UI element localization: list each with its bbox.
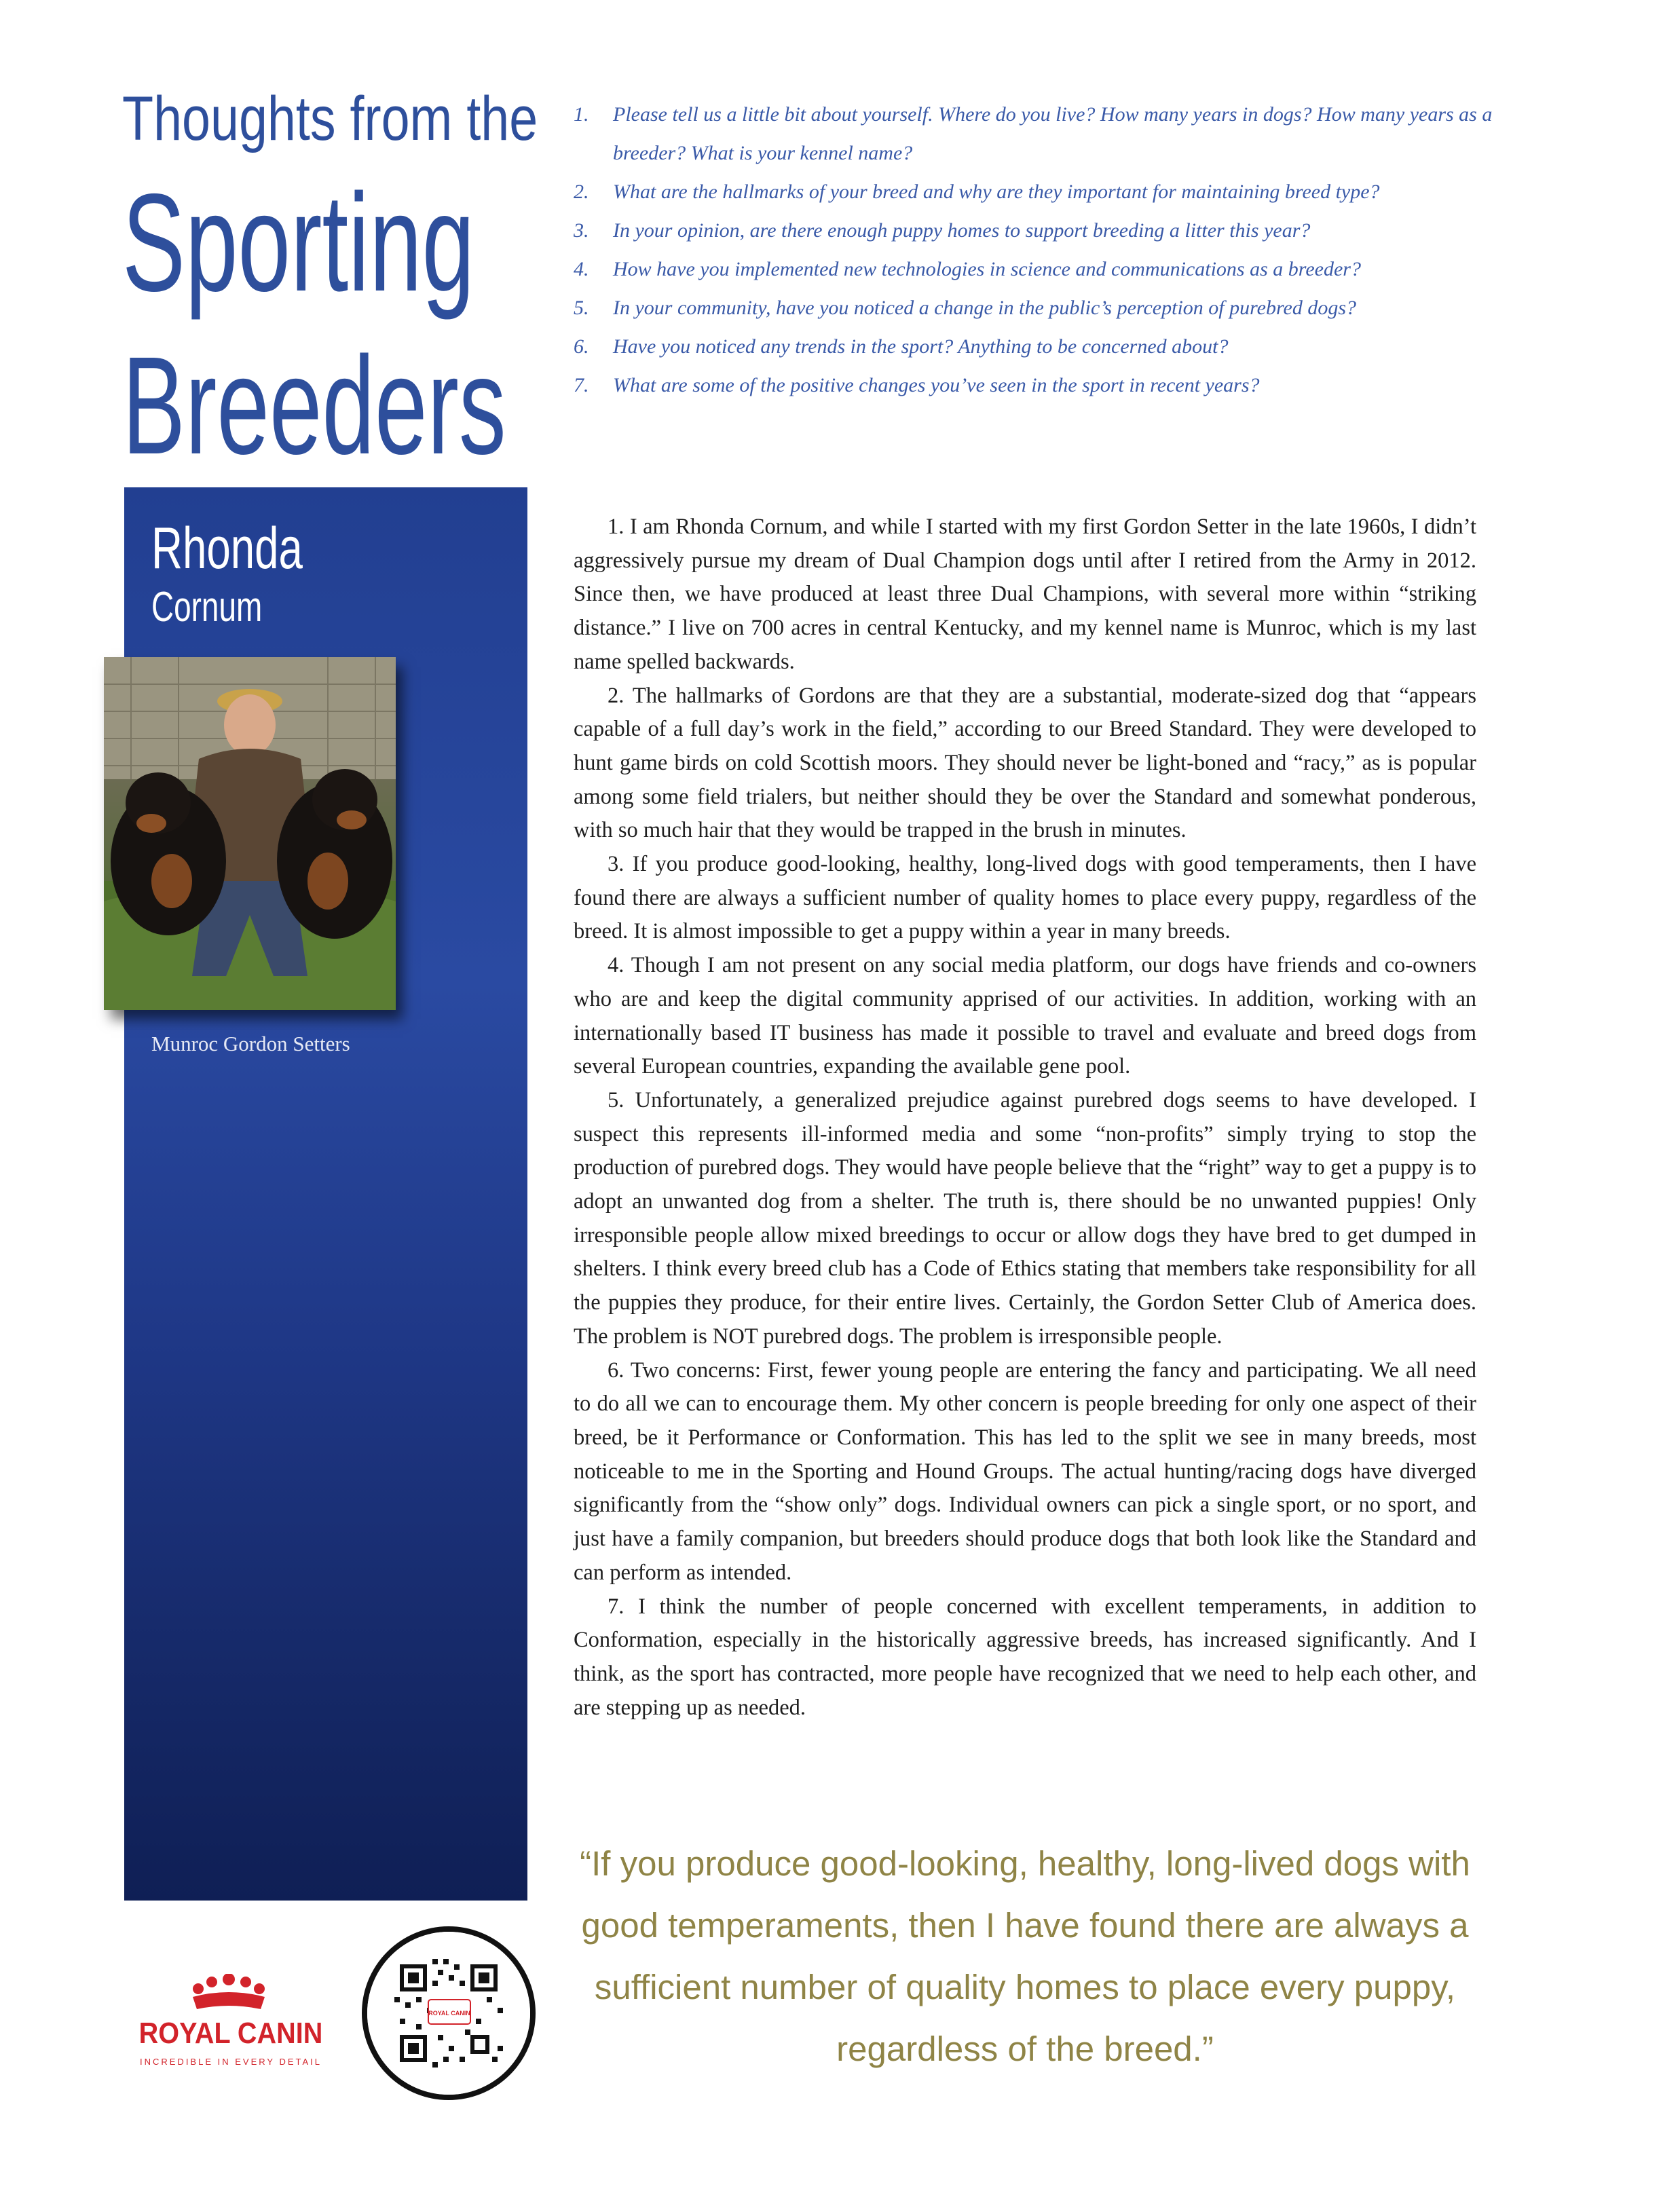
answer-paragraph: 6. Two concerns: First, fewer young people are entering the fancy and participating. We all need to do all we can to encourage them. My other concern is people breeding for only one aspect of their breed, be it Performance or Conformation. This has led to the split we see in many breeds, most noticeable to me in the Sporting and Hound Groups. The actual hunting/racing dogs have diverged significantly from the “show only” dogs. Individual owners can pick a single sport, or no sport, and just have a family companion, but breeders should produce dogs that both look like the Standard and can perform as intended.	[574, 1358, 1476, 1585]
question-number: 6.	[574, 335, 589, 358]
photo-caption: Munroc Gordon Setters	[151, 1032, 350, 1055]
question-text: Have you noticed any trends in the sport? Anything to be concerned about?	[613, 335, 1229, 358]
question-item	[574, 211, 1551, 250]
breeder-photo	[104, 657, 396, 1010]
pull-quote: “If you produce good-looking, healthy, long-lived dogs with good temperaments, then I have found there are always a sufficient number of quality homes to place every puppy, regardless of the breed.”	[580, 1844, 1470, 2068]
answer-paragraph: 3. If you produce good-looking, healthy, long-lived dogs with good temperaments, then I have found there are always a sufficient number of quality homes to place every puppy, regardless of the breed. It is almost impossible to get a puppy within a year in many breeds.	[574, 852, 1476, 944]
qr-brand-label: ROYAL CANIN	[428, 2010, 470, 2017]
brand-name: ROYAL CANIN	[138, 2017, 323, 2050]
breeder-first-name: Rhonda	[151, 516, 303, 581]
title-line-2: Sporting	[122, 165, 475, 320]
title-line-3: Breeders	[122, 328, 506, 483]
answer-paragraph: 7. I think the number of people concerned with excellent temperaments, in addition to Conformation, especially in the historically aggressive breeds, has increased significantly. And I think, as the sport has contracted, more people have recognized that we need to help each other, and are stepping up as needed.	[574, 1594, 1476, 1720]
question-item	[574, 95, 1551, 172]
question-text: What are the hallmarks of your breed and why are they important for maintaining breed type?	[613, 181, 1380, 203]
answer-paragraph: 1. I am Rhonda Cornum, and while I started with my first Gordon Setter in the late 1960s, I didn’t aggressively pursue my dream of Dual Champion dogs until after I retired from the Army in 2012. Since then, we have produced at least three Dual Champions, with several more within “striking distance.” I live on 700 acres in central Kentucky, and my kennel name is Munroc, which is my last name spelled backwards.	[574, 514, 1476, 674]
title-line-1: Thoughts from the	[122, 84, 538, 153]
question-item	[574, 366, 1551, 405]
question-text: What are some of the positive changes you’ve seen in the sport in recent years?	[613, 374, 1260, 396]
royal-canin-logo	[122, 1974, 339, 2082]
question-item	[574, 250, 1551, 288]
answer-paragraph: 4. Though I am not present on any social media platform, our dogs have friends and co-owners who are and keep the digital community apprised of our activities. In addition, working with an internationally based IT business has made it possible to travel and evaluate and breed dogs from several European countries, expanding the available gene pool.	[574, 953, 1476, 1079]
question-list	[574, 95, 1551, 405]
brand-tagline: INCREDIBLE IN EVERY DETAIL	[139, 2057, 322, 2067]
question-number: 5.	[574, 297, 589, 319]
interview-answers	[574, 510, 1476, 1725]
breeder-sidebar	[124, 487, 527, 1901]
qr-code[interactable]	[362, 1926, 536, 2100]
question-text: Please tell us a little bit about yourself. Where do you live? How many years in dogs? How many years as a breeder? What is your kennel name?	[613, 103, 1493, 164]
question-number: 4.	[574, 258, 589, 280]
question-number: 3.	[574, 219, 589, 242]
answer-paragraph: 2. The hallmarks of Gordons are that they are a substantial, moderate-sized dog that “appears capable of a full day’s work in the field,” according to our Breed Standard. They were developed to hunt game birds on cold Scottish moors. They should never be light-boned and “racy,” as is popular among some field trialers, but neither should they be over the Standard and somewhat ponderous, with so much hair that they would be trapped in the brush in minutes.	[574, 683, 1476, 843]
question-number: 7.	[574, 374, 589, 396]
question-number: 1.	[574, 103, 589, 126]
answer-paragraph: 5. Unfortunately, a generalized prejudice against purebred dogs seems to have developed. I suspect this represents ill-informed media and some “non-profits” simply trying to stop the production of purebred dogs. They would have people believe that the “right” way to get a puppy is to adopt an unwanted dog from a shelter. The truth is, there should be no unwanted puppies! Only irresponsible people allow mixed breedings to occur or allow dogs they have bred to get dumped in shelters. I think every breed club has a Code of Ethics stating that members take responsibility for all the puppies they produce, for their entire lives. Certainly, the Gordon Setter Club of America does. The problem is NOT purebred dogs. The problem is irresponsible people.	[574, 1087, 1476, 1349]
qr-code-icon	[367, 1932, 530, 2095]
crown-icon	[185, 1974, 273, 2015]
question-text: In your opinion, are there enough puppy homes to support breeding a litter this year?	[613, 219, 1311, 242]
question-item	[574, 288, 1551, 327]
breeder-photo-image	[104, 657, 396, 1010]
question-item	[574, 172, 1551, 211]
page-title	[122, 81, 543, 487]
question-number: 2.	[574, 181, 589, 203]
question-item	[574, 327, 1551, 366]
breeder-last-name: Cornum	[151, 584, 263, 631]
question-text: How have you implemented new technologies in science and communications as a breeder?	[613, 258, 1361, 280]
question-text: In your community, have you noticed a change in the public’s perception of purebred dogs?	[613, 297, 1357, 319]
